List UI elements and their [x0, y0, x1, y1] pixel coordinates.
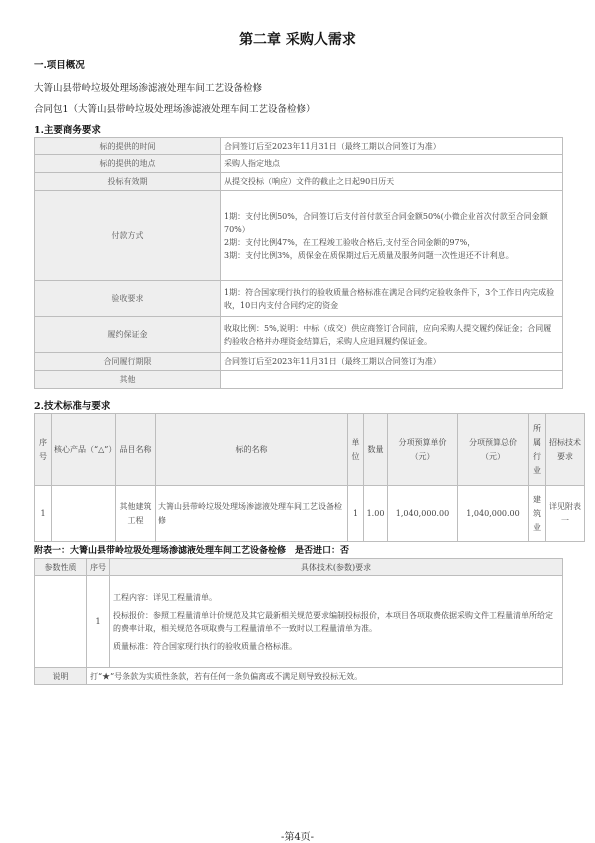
cell-industry: 建筑业	[529, 486, 546, 542]
table-row	[35, 668, 563, 685]
cell-item-name: 大箐山县带岭垃圾处理场渗滤液处理车间工艺设备检修	[156, 486, 348, 542]
annex-table	[34, 558, 563, 685]
row-value: 采购人指定地点	[221, 155, 563, 173]
requirement-paragraph: 工程内容：详见工程量清单。	[113, 592, 217, 602]
row-label: 投标有效期	[35, 173, 221, 191]
table-row	[35, 576, 563, 668]
table-row	[35, 486, 585, 542]
cell-quantity: 1.00	[364, 486, 388, 542]
table-header-row	[35, 414, 585, 486]
business-requirements-table	[34, 137, 563, 389]
table-row	[35, 191, 563, 281]
cell-unit-price: 1,040,000.00	[388, 486, 458, 542]
cell-index: 1	[35, 486, 52, 542]
header-cell: 数量	[364, 414, 388, 486]
cell-unit: 1	[348, 486, 364, 542]
project-name: 大箐山县带岭垃圾处理场渗滤液处理车间工艺设备检修	[34, 83, 263, 94]
requirement-paragraph: 质量标准：符合国家现行执行的验收质量合格标准。	[113, 641, 297, 651]
row-value: 收取比例：5%,说明：中标（成交）供应商签订合同前，应向采购人提交履约保证金；合同履约验收合格并办理资金结算后，采购人应退回履约保证金。	[221, 317, 563, 353]
row-label: 履约保证金	[35, 317, 221, 353]
row-value: 1期：符合国家现行执行的验收质量合格标准在满足合同约定验收条件下，3个工作日内完成验收，10日内支付合同约定的资金	[221, 281, 563, 317]
payment-term-2: 2期：支付比例47%，在工程竣工验收合格后,支付至合同金额的97%，	[224, 237, 476, 247]
section-heading-business: 1.主要商务要求	[34, 125, 101, 136]
table-header-row	[35, 559, 563, 576]
note-label: 说明	[35, 668, 87, 685]
contract-package-line: 合同包1（大箐山县带岭垃圾处理场渗滤液处理车间工艺设备检修）	[34, 104, 316, 115]
payment-term-1: 1期：支付比例50%，合同签订后支付首付款至合同金额50%(小微企业首次付款至合同金额70%）	[224, 211, 548, 234]
header-cell: 分项预算总价（元）	[458, 414, 529, 486]
row-value: 从提交投标（响应）文件的截止之日起90日历天	[221, 173, 563, 191]
header-cell: 招标技术要求	[546, 414, 585, 486]
cell-requirements	[110, 576, 563, 668]
header-cell: 核心产品（“△”）	[52, 414, 116, 486]
header-cell: 分项预算单价（元）	[388, 414, 458, 486]
header-cell: 参数性质	[35, 559, 87, 576]
header-cell: 具体技术(参数)要求	[110, 559, 563, 576]
table-row	[35, 281, 563, 317]
row-value: 合同签订后至2023年11月31日（最终工期以合同签订为准）	[221, 353, 563, 371]
header-cell: 标的名称	[156, 414, 348, 486]
row-label: 验收要求	[35, 281, 221, 317]
header-cell: 品目名称	[116, 414, 156, 486]
cell-category: 其他建筑工程	[116, 486, 156, 542]
row-label: 标的提供的时间	[35, 138, 221, 155]
table-row	[35, 353, 563, 371]
row-value	[221, 191, 563, 281]
note-text: 打“★”号条款为实质性条款，若有任何一条负偏离或不满足则导致投标无效。	[87, 668, 563, 685]
section-heading-project-overview: 一.项目概况	[34, 60, 85, 71]
page-number: -第4页-	[280, 832, 315, 843]
requirement-paragraph: 投标报价：参照工程量清单计价规范及其它最新相关规范要求编制投标报价，本项目各项取费依据采购文件工程量清单所给定的费率计取，相关规范各项取费与工程量清单不一致时以工程量清单为准。	[113, 610, 553, 633]
cell-tech-requirement: 详见附表一	[546, 486, 585, 542]
header-cell: 序号	[35, 414, 52, 486]
row-value	[221, 371, 563, 389]
table-row	[35, 155, 563, 173]
cell-property	[35, 576, 87, 668]
table-row	[35, 173, 563, 191]
table-row	[35, 317, 563, 353]
row-label: 标的提供的地点	[35, 155, 221, 173]
header-cell: 单位	[348, 414, 364, 486]
annex-title: 附表一：大箐山县带岭垃圾处理场渗滤液处理车间工艺设备检修 是否进口：否	[34, 546, 350, 556]
chapter-title: 第二章 采购人需求	[239, 32, 356, 48]
tech-standards-table	[34, 413, 585, 542]
table-row	[35, 138, 563, 155]
cell-total-price: 1,040,000.00	[458, 486, 529, 542]
header-cell: 所属行业	[529, 414, 546, 486]
header-cell: 序号	[87, 559, 110, 576]
section-heading-tech: 2.技术标准与要求	[34, 401, 111, 412]
row-label: 其他	[35, 371, 221, 389]
row-label: 付款方式	[35, 191, 221, 281]
row-label: 合同履行期限	[35, 353, 221, 371]
cell-index: 1	[87, 576, 110, 668]
payment-term-3: 3期：支付比例3%，质保金在质保期过后无质量及服务问题一次性退还不计利息。	[224, 250, 514, 260]
table-row	[35, 371, 563, 389]
row-value: 合同签订后至2023年11月31日（最终工期以合同签订为准）	[221, 138, 563, 155]
cell-core-product	[52, 486, 116, 542]
